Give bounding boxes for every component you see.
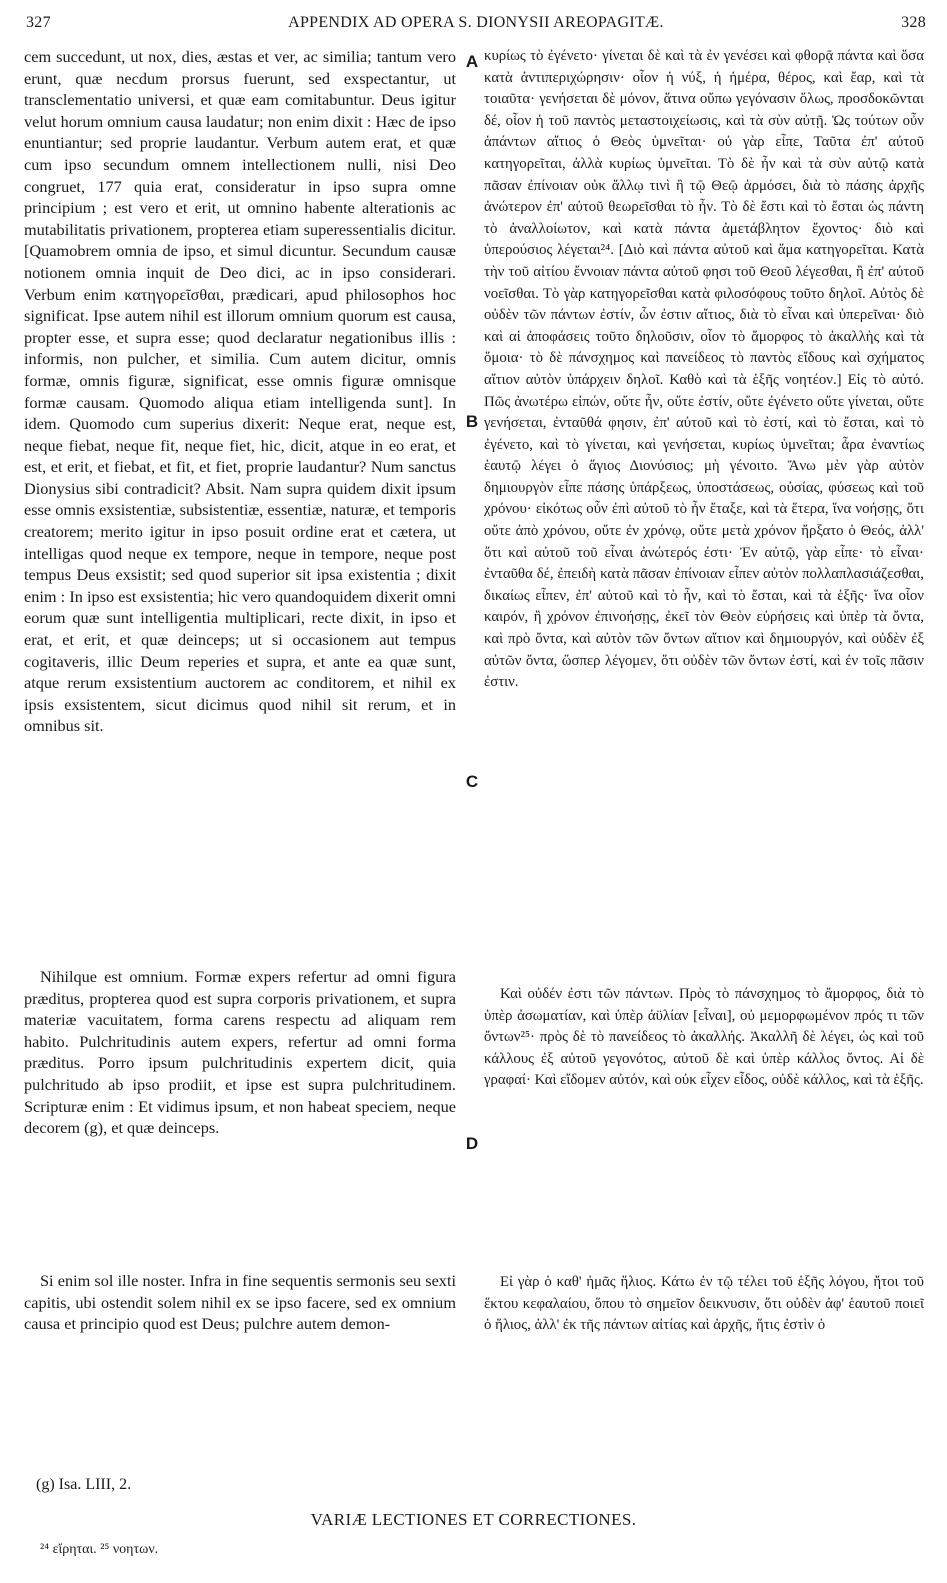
greek-column xyxy=(484,46,924,1466)
running-title: APPENDIX AD OPERA S. DIONYSII AREOPAGITÆ. xyxy=(288,14,664,31)
variae-lectiones-heading: VARIÆ LECTIONES ET CORRECTIONES. xyxy=(310,1510,637,1529)
page-number-right: 328 xyxy=(901,14,926,31)
latin-column xyxy=(24,46,456,1466)
page-number-left: 327 xyxy=(26,14,51,31)
corrections-line: ²⁴ εἴρηται. ²⁵ νοητων. xyxy=(40,1542,159,1557)
latin-paragraph: Nihilque est omnium. Formæ expers refertur ad omni figura præditus, propterea quod est supra corporis privationem, et supra materiæ vacuitatem, forma carens respectu ad aliquam rem habito. Pulchritudinis autem expers, refertur ad omni forma præditus. Porro ipsum pulchritudinis expertem dicit, quia pulchritudo ab ipso prodiit, et ipse est supra pulchritudinem. Scripturæ enim : Et vidimus ipsum, et non habeat speciem, neque decorem (g), et quæ deinceps. xyxy=(24,967,456,1138)
greek-paragraph: Καὶ οὐδέν ἐστι τῶν πάντων. Πρὸς τὸ πάνσχημος τὸ ἄμορφος, διὰ τὸ ὑπὲρ ἀσωματίαν, καὶ ὑπὲρ ἀϋλίαν [εἶναι], οὐ μεμορφωμένον πρός τι τῶν ὄντων²⁵· πρὸς δὲ τὸ πανείδεος τὸ ἀκαλλής. Ἀκαλλῆ δὲ λέγει, ὡς καὶ τοῦ κάλλους ἐξ αὐτοῦ γεγονότος, αὐτοῦ δὲ καὶ ὑπὲρ κάλλος ὄντος. Αἱ δὲ γραφαί· Καὶ εἴδομεν αὐτόν, καὶ οὐκ εἶχεν εἶδος, οὐδὲ κάλλος, καὶ τὰ ἑξῆς. xyxy=(484,986,924,1089)
margin-mark-d: D xyxy=(465,1134,479,1153)
margin-mark-c: C xyxy=(465,772,479,791)
greek-paragraph: κυρίως τὸ ἐγένετο· γίνεται δὲ καὶ τὰ ἐν γενέσει καὶ φθορᾷ πάντα καὶ ὅσα κατὰ ἀντιπεριχώρησιν· οἷον ἡ νύξ, ἡ ἡμέρα, θέρος, καὶ ἔαρ, καὶ τὰ τοιαῦτα· γενήσεται δὲ μόνον, ἅτινα οὔπω γεγόνασιν ὅλως, προσδοκῶνται δέ, οἷον ἡ τοῦ παντὸς μεταστοιχείωσις, καὶ τὰ σὺν αὐτῇ. Ὡς τούτων οὖν ἁπάντων αἴτιος ὁ Θεὸς ὑμνεῖται· οὐ γὰρ εἶπε, Ταῦτα ἐπ' αὐτοῦ κατηγορεῖται, ἀλλὰ κυρίως ὑμνεῖται. Τὸ δὲ ἦν καὶ τὰ σὺν αὐτῷ κατὰ πᾶσαν ἐπίνοιαν οὐκ ἄλλῳ τινὶ ἢ τῷ Θεῷ ἁρμόσει, διὰ τὸ πάσης ἀρχῆς ἀνώτερον ἐπ' αὐτοῦ θεωρεῖσθαι τὸ ἦν. Τὸ δὲ ἔστι καὶ τὸ ἔσται ὡς πάντη τὸ ἀναλλοίωτον, καὶ κατὰ πάντα ἀμετάβλητον ἔχοντος· διὸ καὶ ὑπερούσιος λέγεται²⁴. [Διὸ καὶ πάντα αὐτοῦ καὶ ἅμα κατηγορεῖται. Κατὰ τὴν τοῦ αἰτίου ἔννοιαν πάντα αὐτοῦ φησι τοῦ Θεοῦ λέγεσθαι, ἢ ἐπ' αὐτοῦ νοεῖσθαι. Τὸ γὰρ κατηγορεῖσθαι κατὰ φιλοσόφους τοῦτο δηλοῖ. Αὐτὸς δὲ οὐδὲν τῶν πάντων ἐστίν, ὧν ἐστιν αἴτιος, διὰ τὸ εἶναι καὶ ὑπερεῖναι· διὸ καὶ αἱ ἀποφάσεις τοῦτο δηλοῦσιν, οἷον τὸ ἄμορφος τὸ ἀκαλλὴς καὶ τὰ ὅμοια· τὸ δὲ πάνσχημος καὶ πανείδεος τὸ παντὸς εἴδους καὶ σχήματος αἴτιον αὐτὸν ὑπάρχειν δηλοῖ. Καθὸ καὶ τὰ ἑξῆς νοητέον.] Εἰς τὸ αὐτό. Πῶς ἀνωτέρω εἰπών, οὔτε ἦν, οὔτε ἐστίν, οὔτε ἐγένετο οὔτε γίνεται, οὔτε γενήσεται, ἐνταῦθά φησιν, ἐπ' αὐτοῦ καὶ τὸ ἐστί, καὶ τὸ ἔσται, καὶ τὸ ἐγένετο, καὶ τὸ γίνεται, καὶ γενήσεται, κυρίως ὑμνεῖται; ἆρα ἐναντίως ἑαυτῷ λέγει ὁ ἅγιος Διονύσιος; μὴ γένοιτο. Ἄνω μὲν γὰρ αὐτὸν δημιουργὸν εἶπε πάσης ὑπάρξεως, ὑποστάσεως, οὐσίας, φύσεως καὶ τοῦ χρόνου· εἰκότως οὖν ἐπὶ αὐτοῦ τὸ ἦν ἔταξε, καὶ τὰ ἕτερα, ἵνα νοήσῃς, ὅτι οὔτε ἀπὸ χρόνου, οὔτε ἐν χρόνῳ, οὔτε μετὰ χρόνον ἤρξατο ὁ Θεός, ἀλλ' ὅτι καὶ αὐτοῦ τοῦ εἶναι ἀνώτερός ἐστι· Ἐν αὐτῷ, γὰρ εἶπε· τὸ εἶναι· ἐνταῦθα δέ, ἐπειδὴ κατὰ πᾶσαν ἐπίνοιαν εἶπεν αὐτὸν πολλαπλασιάζεσθαι, δικαίως εἶπεν, ἐπ' αὐτοῦ καὶ τὸ ἦν, καὶ τὸ ἔσται, καὶ τὰ ἑξῆς· ἵνα οἷον καιρόν, ἢ χρόνον ἐπινοήσῃς, ἐκεῖ τὸν Θεὸν εὑρήσεις καὶ ὑπὲρ τὰ ὄντα, καὶ πρὸ ὄντα, καὶ αὐτὸν τῶν ὄντων αἴτιον καὶ δημιουργόν, καὶ οὐδὲν ἐξ αὐτῶν ὄντα, ὥσπερ λέγομεν, ὅτι οὐδὲν τῶν ὄντων ἐστί, καὶ ἐν τοῖς πᾶσιν ἐστιν. xyxy=(484,48,924,691)
latin-paragraph: cem succedunt, ut nox, dies, æstas et ver, ac similia; tantum vero erunt, quæ necdum prorsus fuerunt, sed exspectantur, ut transclementatio universi, et quæ eam comitabuntur. Deus igitur velut horum omnium causa laudatur; non enim dixit : Hæc de ipso enuntiantur; sed proprie laudantur. Verbum autem erat, et quæ cum ipso secundum omnem intellectionem nulli, nisi Deo congruet, 177 quia erat, consideratur in ipso supra omne principium ; est vero et erit, ut omnino habente alterationis ac mutabilitatis privationem, propterea etiam superessentialis dicitur. [Quamobrem omnia de ipso, et simul dicuntur. Secundum causæ notionem omnia inquit de Deo dici, ac in ipso considerari. Verbum enim κατηγορεῖσθαι, prædicari, apud philosophos hoc significat. Ipse autem nihil est illorum omnium quorum est causa, propter esse, et supra esse; quod declaratur negationibus illis : informis, non pulcher, et similia. Cum autem dicitur, omnis formæ, omnis figuræ, significat, esse omnis figuræ omnisque formæ causam. Quomodo aliqua etiam intelligenda sunt]. In idem. Quomodo cum superius dixerit: Neque erat, neque est, neque fiebat, neque fit, neque fiet, hic, dicit, atque in eo erat, et est, et erit, et fiebat, et fit, et fiet, proprie laudantur? Num sanctus Dionysius sibi contradicit? Absit. Nam supra quidem dixit ipsum esse omnis exsistentiæ, subsistentiæ, essentiæ, naturæ, et temporis creatorem; merito igitur in ipso posuit ordine erat et cætera, ut intelligas quod neque ex tempore, neque in tempore, neque post tempus Deus exsistit; sed quod superior sit ipsa existentia ; dixit enim : In ipso est exsistentia; hic vero quandoquidem dixerit omni eorum quæ sunt intelligentia multiplicari, recte dixit, in ipso et erat, et erit, et quæ deinceps; ut si occasionem aut tempus cogitaveris, illic Deum reperies et supra, et ante ea quæ sunt, atque rerum exsistentium auctorem ac conditorem, et nihil ex ipsis exsistentem, sicut dicimus quod nihil sit rerum, et in omnibus sit. xyxy=(24,47,456,736)
footnote: (g) Isa. LIII, 2. xyxy=(36,1476,132,1493)
margin-mark-a: A xyxy=(465,52,479,71)
margin-mark-b: B xyxy=(465,412,479,431)
latin-paragraph: Si enim sol ille noster. Infra in fine sequentis sermonis seu sexti capitis, ubi ostendit solem nihil ex se ipso facere, sed ex omnium causa et principio quod est Deus; pulchre autem demon- xyxy=(24,1271,456,1334)
running-header xyxy=(26,14,926,38)
greek-paragraph: Εἰ γὰρ ὁ καθ' ἡμᾶς ἥλιος. Κάτω ἐν τῷ τέλει τοῦ ἑξῆς λόγου, ἤτοι τοῦ ἕκτου κεφαλαίου, ὅπου τὸ σημεῖον δεικνυσιν, ὅτι οὐδὲν ἀφ' ἑαυτοῦ ποιεῖ ὁ ἥλιος, ἀλλ' ἐκ τῆς πάντων αἰτίας καὶ ἀρχῆς, ἥτις ἐστὶν ὁ xyxy=(484,1274,924,1334)
